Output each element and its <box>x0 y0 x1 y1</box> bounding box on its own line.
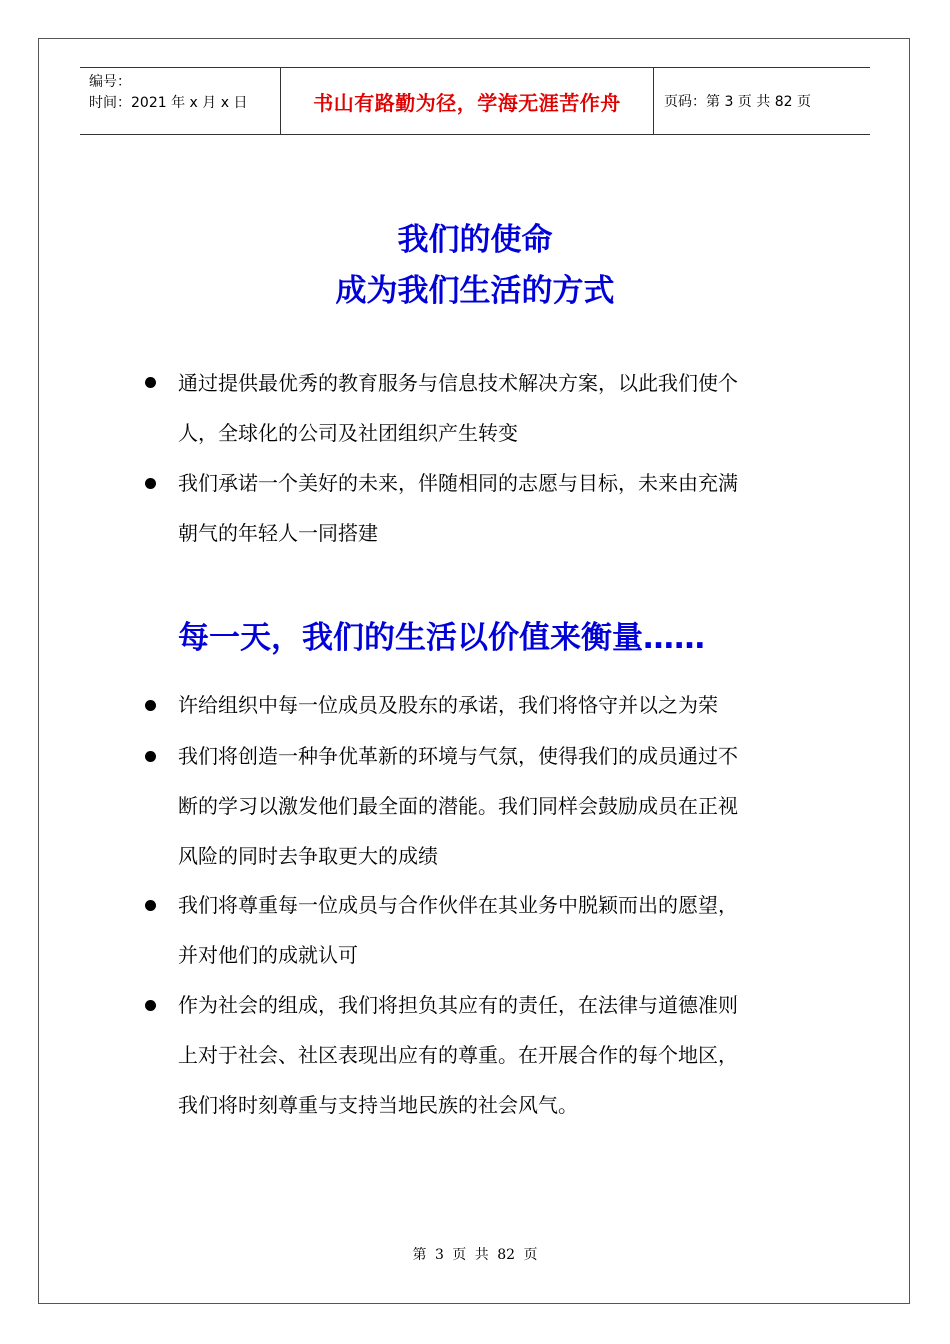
bullet-icon <box>145 700 156 711</box>
title-mission: 我们的使命 <box>397 222 553 258</box>
list-item-line: 朝气的年轻人一同搭建 <box>178 521 378 545</box>
list-item <box>178 358 808 458</box>
list-item-line: 并对他们的成就认可 <box>178 943 358 967</box>
title-way-of-life: 成为我们生活的方式 <box>335 273 615 309</box>
list-item-line: 我们将创造一种争优革新的环境与气氛，使得我们的成员通过不 <box>178 744 738 768</box>
header-motto: 书山有路勤为径，学海无涯苦作舟 <box>281 68 654 134</box>
list-item <box>178 458 808 558</box>
bullet-icon <box>145 1000 156 1011</box>
list-item-line: 通过提供最优秀的教育服务与信息技术解决方案，以此我们使个 <box>178 371 738 395</box>
list-item-line: 作为社会的组成，我们将担负其应有的责任，在法律与道德准则 <box>178 993 738 1017</box>
bullet-icon <box>145 478 156 489</box>
page-header <box>80 67 870 135</box>
bullet-icon <box>145 377 156 388</box>
number-label: 编号： <box>89 74 131 90</box>
list-item-line: 人，全球化的公司及社团组织产生转变 <box>178 421 518 445</box>
list-item-line: 断的学习以激发他们最全面的潜能。我们同样会鼓励成员在正视 <box>178 794 738 818</box>
header-page-info: 页码：第 3 页 共 82 页 <box>664 94 811 110</box>
list-item-line: 我们将尊重每一位成员与合作伙伴在其业务中脱颖而出的愿望， <box>178 893 738 917</box>
list-item-line: 我们承诺一个美好的未来，伴随相同的志愿与目标，未来由充满 <box>178 471 738 495</box>
bullet-icon <box>145 900 156 911</box>
header-meta <box>80 68 281 134</box>
values-heading: 每一天，我们的生活以价值来衡量…… <box>178 620 705 656</box>
list-item <box>178 731 808 881</box>
list-item-line: 上对于社会、社区表现出应有的尊重。在开展合作的每个地区， <box>178 1043 738 1067</box>
list-item <box>178 880 808 980</box>
time-label: 时间：2021 年 x 月 x 日 <box>89 95 248 111</box>
list-item <box>178 980 808 1130</box>
list-item-line: 风险的同时去争取更大的成绩 <box>178 844 438 868</box>
bullet-icon <box>145 751 156 762</box>
page-footer: 第 3 页 共 82 页 <box>412 1247 538 1263</box>
list-item-line: 我们将时刻尊重与支持当地民族的社会风气。 <box>178 1093 578 1117</box>
list-item <box>178 680 808 730</box>
list-item-line: 许给组织中每一位成员及股东的承诺，我们将恪守并以之为荣 <box>178 693 718 717</box>
